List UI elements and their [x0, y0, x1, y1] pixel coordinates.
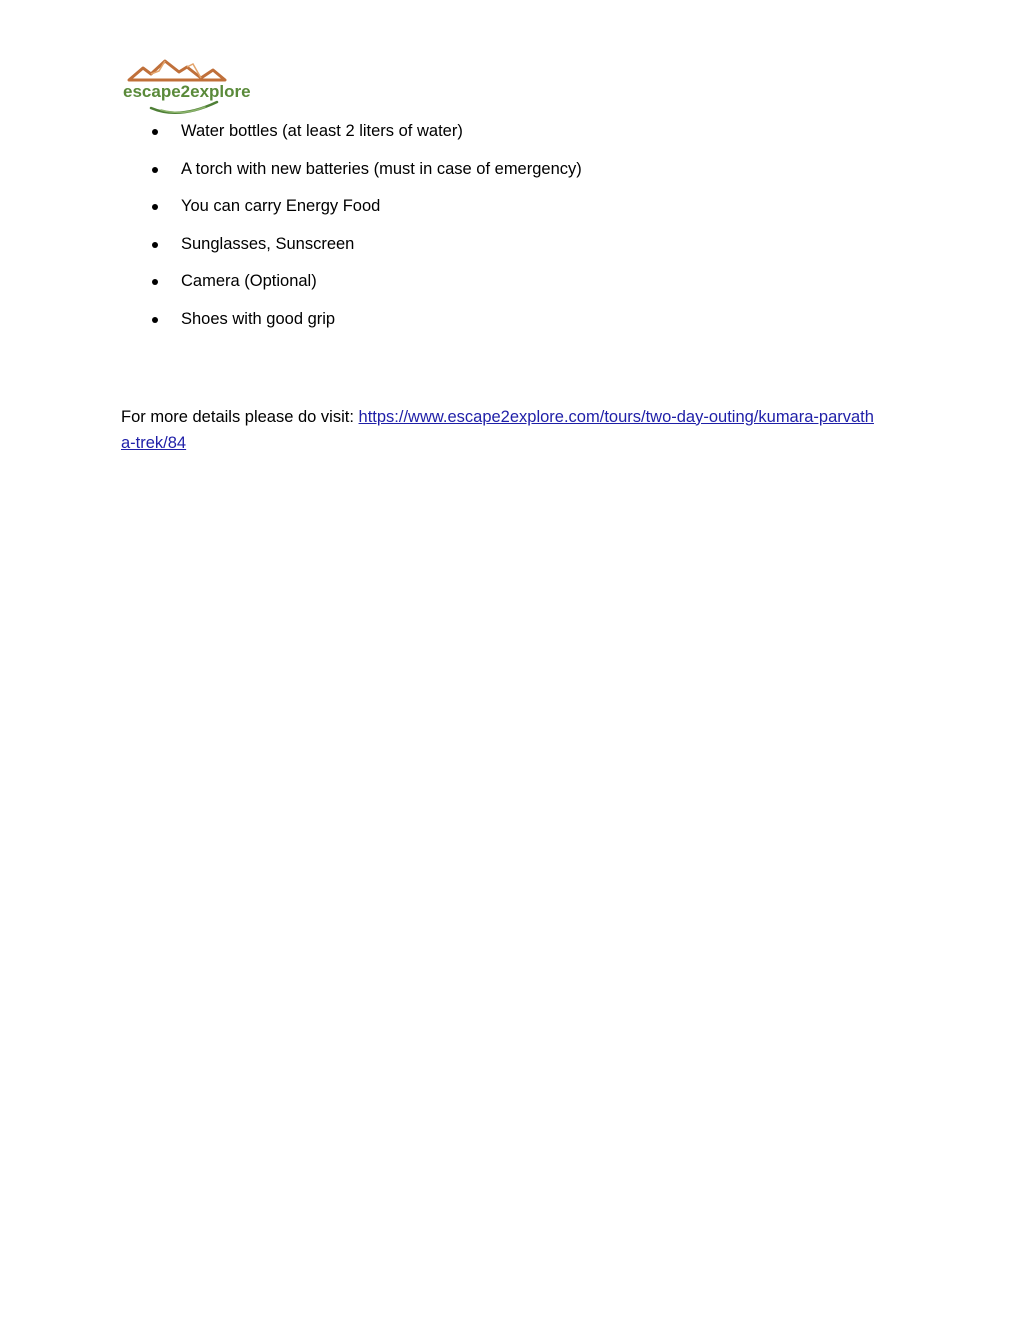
details-prefix: For more details please do visit: — [121, 407, 359, 426]
bullet-icon — [152, 167, 158, 173]
logo-text: escape2explore — [123, 82, 251, 101]
bullet-icon — [152, 317, 158, 323]
list-item-text: Water bottles (at least 2 liters of water) — [181, 122, 463, 140]
list-item-text: Camera (Optional) — [181, 272, 317, 290]
bullet-icon — [152, 129, 158, 135]
tour-link[interactable]: https://www.escape2explore.com/tours/two-day-outing/kumara-parvatha-trek/84 — [121, 407, 874, 452]
logo-graphic — [121, 58, 251, 120]
list-item-text: Shoes with good grip — [181, 309, 336, 328]
list-item-text: A torch with new batteries (must in case of emergency) — [181, 159, 582, 178]
bullet-icon — [152, 204, 158, 210]
bullet-icon — [152, 279, 158, 285]
list-item-text: You can carry Energy Food — [181, 197, 381, 215]
bullet-icon — [152, 242, 158, 248]
more-details-paragraph — [121, 404, 881, 456]
list-item-text: Sunglasses, Sunscreen — [181, 234, 355, 253]
escape2explore-logo — [121, 58, 251, 120]
